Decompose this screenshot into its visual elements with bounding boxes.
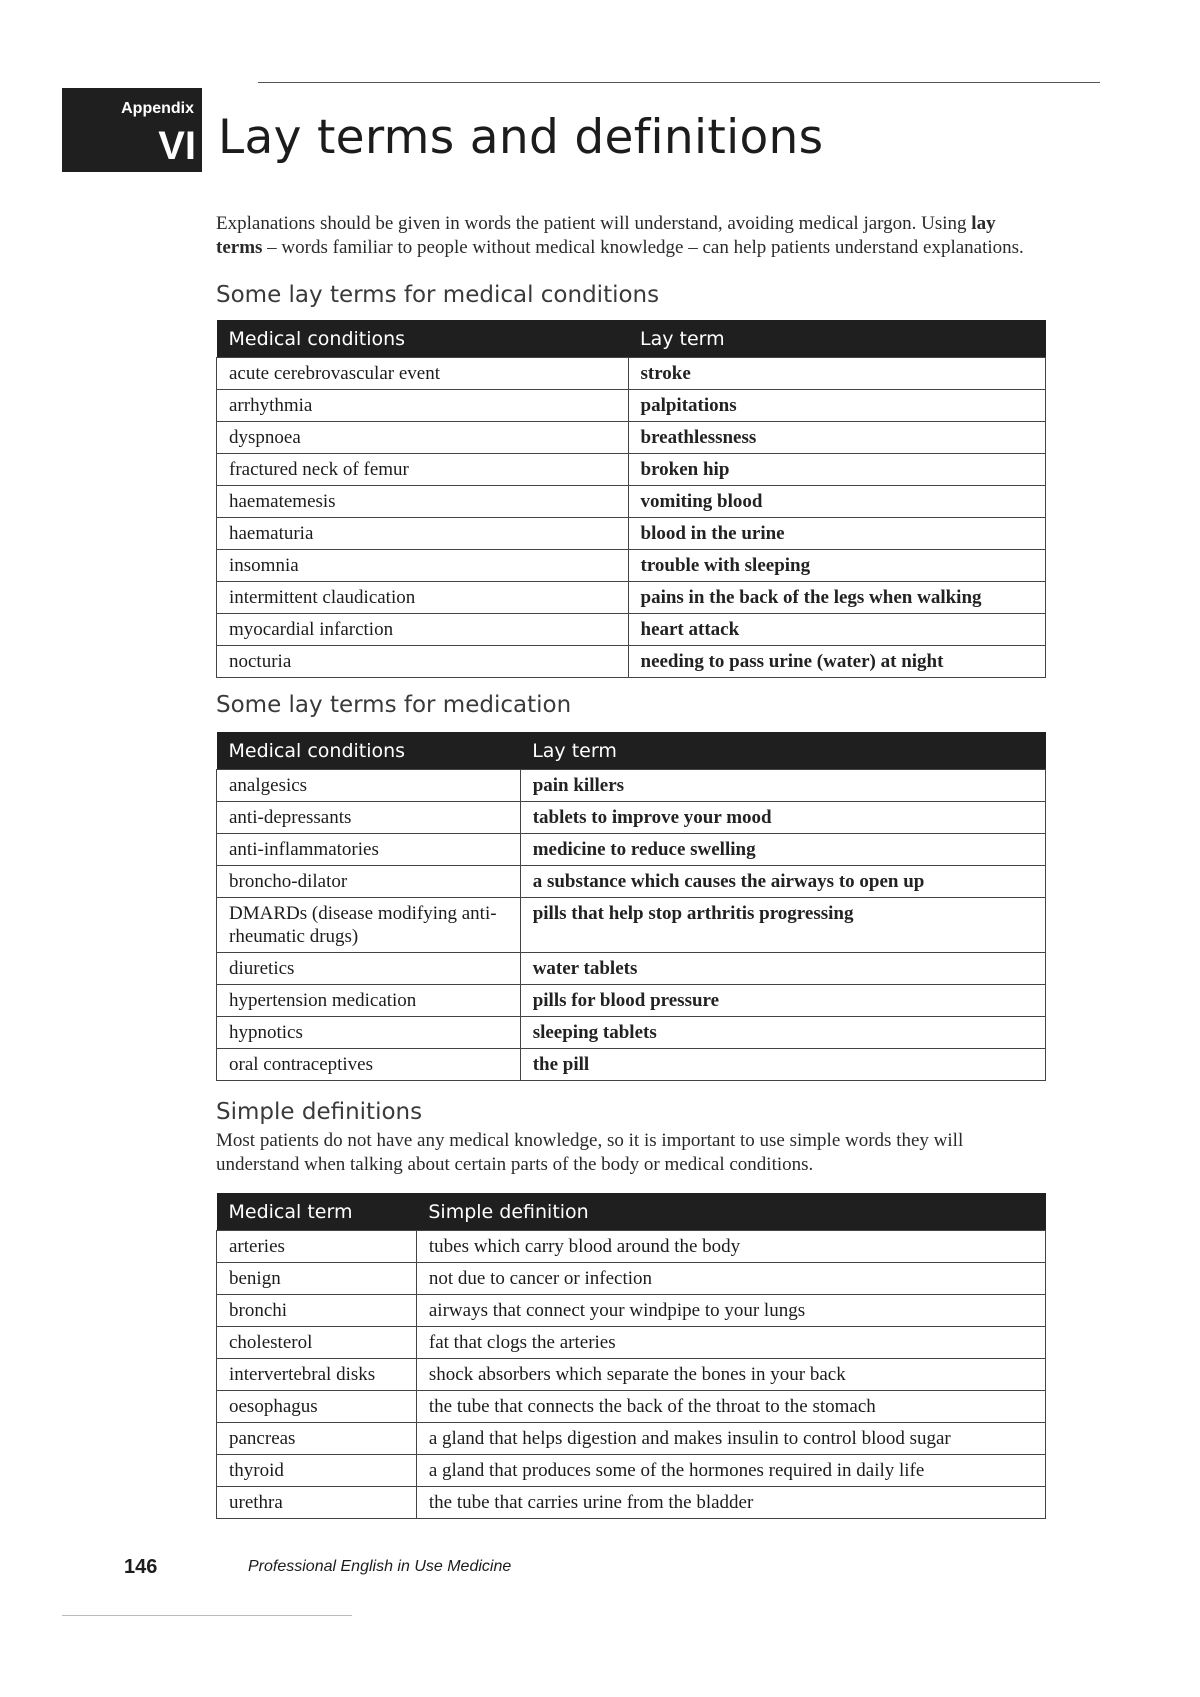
- section-heading-definitions: Simple definitions: [216, 1099, 423, 1125]
- bottom-rule: [62, 1615, 352, 1616]
- definitions-paragraph: Most patients do not have any medical knowledge, so it is important to use simple words they will understand when talking about certain parts of the body or medical conditions.: [216, 1130, 964, 1175]
- table-row: [217, 582, 1046, 614]
- appendix-badge: [62, 88, 202, 172]
- medication-col-header: Medical conditions: [217, 732, 521, 770]
- table-row: [217, 1231, 1046, 1263]
- term-cell: myocardial infarction: [217, 614, 629, 646]
- page-title: Lay terms and definitions: [218, 110, 824, 165]
- definition-cell: fat that clogs the arteries: [416, 1327, 1045, 1359]
- table-row: [217, 486, 1046, 518]
- table-row: [217, 614, 1046, 646]
- medication-table: [216, 732, 1046, 1081]
- definition-cell: stroke: [628, 358, 1046, 390]
- table-row: [217, 866, 1046, 898]
- term-cell: oesophagus: [217, 1391, 417, 1423]
- term-cell: nocturia: [217, 646, 629, 678]
- term-cell: intervertebral disks: [217, 1359, 417, 1391]
- table-row: [217, 1487, 1046, 1519]
- section-heading-conditions: Some lay terms for medical conditions: [216, 282, 660, 308]
- term-cell: broncho-dilator: [217, 866, 521, 898]
- definition-cell: tablets to improve your mood: [520, 802, 1045, 834]
- term-cell: fractured neck of femur: [217, 454, 629, 486]
- table-row: [217, 358, 1046, 390]
- definition-cell: the tube that connects the back of the throat to the stomach: [416, 1391, 1045, 1423]
- table-row: [217, 1263, 1046, 1295]
- table-row: [217, 390, 1046, 422]
- definition-cell: a gland that helps digestion and makes insulin to control blood sugar: [416, 1423, 1045, 1455]
- definition-cell: water tablets: [520, 953, 1045, 985]
- appendix-label: Appendix: [121, 100, 194, 117]
- definition-cell: broken hip: [628, 454, 1046, 486]
- definition-cell: not due to cancer or infection: [416, 1263, 1045, 1295]
- section-heading-medication: Some lay terms for medication: [216, 692, 572, 718]
- top-rule: [258, 82, 1100, 83]
- definition-cell: sleeping tablets: [520, 1017, 1045, 1049]
- table-row: [217, 770, 1046, 802]
- table-row: [217, 1423, 1046, 1455]
- definition-cell: the tube that carries urine from the bladder: [416, 1487, 1045, 1519]
- term-cell: benign: [217, 1263, 417, 1295]
- definition-cell: pills that help stop arthritis progressing: [520, 898, 1045, 953]
- table-row: [217, 1017, 1046, 1049]
- term-cell: hypertension medication: [217, 985, 521, 1017]
- table-row: [217, 646, 1046, 678]
- definition-cell: heart attack: [628, 614, 1046, 646]
- term-cell: acute cerebrovascular event: [217, 358, 629, 390]
- definition-cell: a substance which causes the airways to open up: [520, 866, 1045, 898]
- term-cell: intermittent claudication: [217, 582, 629, 614]
- definition-cell: trouble with sleeping: [628, 550, 1046, 582]
- table-row: [217, 1391, 1046, 1423]
- medication-table-body: [217, 770, 1046, 1081]
- term-cell: haematemesis: [217, 486, 629, 518]
- term-cell: dyspnoea: [217, 422, 629, 454]
- definition-cell: blood in the urine: [628, 518, 1046, 550]
- definition-cell: palpitations: [628, 390, 1046, 422]
- term-cell: arteries: [217, 1231, 417, 1263]
- conditions-table-body: [217, 358, 1046, 678]
- term-cell: cholesterol: [217, 1327, 417, 1359]
- simple-definition-col-header: Simple definition: [416, 1193, 1045, 1231]
- table-row: [217, 422, 1046, 454]
- definition-cell: airways that connect your windpipe to your lungs: [416, 1295, 1045, 1327]
- table-row: [217, 1455, 1046, 1487]
- definition-cell: medicine to reduce swelling: [520, 834, 1045, 866]
- definition-cell: pain killers: [520, 770, 1045, 802]
- term-cell: thyroid: [217, 1455, 417, 1487]
- term-cell: insomnia: [217, 550, 629, 582]
- term-cell: bronchi: [217, 1295, 417, 1327]
- definition-cell: breathlessness: [628, 422, 1046, 454]
- definition-cell: shock absorbers which separate the bones in your back: [416, 1359, 1045, 1391]
- intro-paragraph: [216, 212, 1046, 260]
- definition-cell: the pill: [520, 1049, 1045, 1081]
- term-cell: anti-inflammatories: [217, 834, 521, 866]
- term-cell: analgesics: [217, 770, 521, 802]
- definition-cell: tubes which carry blood around the body: [416, 1231, 1045, 1263]
- table-row: [217, 1295, 1046, 1327]
- term-cell: pancreas: [217, 1423, 417, 1455]
- table-row: [217, 953, 1046, 985]
- term-cell: urethra: [217, 1487, 417, 1519]
- page-number: 146: [124, 1556, 158, 1578]
- definition-cell: pains in the back of the legs when walking: [628, 582, 1046, 614]
- table-row: [217, 834, 1046, 866]
- book-title: Professional English in Use Medicine: [248, 1558, 512, 1575]
- intro-text-end: – words familiar to people without medical knowledge – can help patients understand explanations.: [262, 237, 1024, 258]
- term-cell: diuretics: [217, 953, 521, 985]
- definition-cell: a gland that produces some of the hormones required in daily life: [416, 1455, 1045, 1487]
- appendix-number: VI: [158, 124, 196, 168]
- term-cell: anti-depressants: [217, 802, 521, 834]
- table-row: [217, 1359, 1046, 1391]
- table-row: [217, 518, 1046, 550]
- definition-cell: vomiting blood: [628, 486, 1046, 518]
- table-row: [217, 1327, 1046, 1359]
- table-row: [217, 985, 1046, 1017]
- term-cell: oral contraceptives: [217, 1049, 521, 1081]
- definitions-table: [216, 1193, 1046, 1519]
- table-row: [217, 898, 1046, 953]
- medical-term-col-header: Medical term: [217, 1193, 417, 1231]
- medication-lay-term-col-header: Lay term: [520, 732, 1045, 770]
- table-row: [217, 1049, 1046, 1081]
- table-row: [217, 454, 1046, 486]
- term-cell: haematuria: [217, 518, 629, 550]
- table-row: [217, 550, 1046, 582]
- term-cell: arrhythmia: [217, 390, 629, 422]
- definitions-table-body: [217, 1231, 1046, 1519]
- conditions-col-header: Medical conditions: [217, 320, 629, 358]
- intro-text-start: Explanations should be given in words the patient will understand, avoiding medical jargon. Using: [216, 213, 972, 234]
- intro-bold-term: lay terms: [216, 213, 996, 258]
- definition-cell: pills for blood pressure: [520, 985, 1045, 1017]
- definition-cell: needing to pass urine (water) at night: [628, 646, 1046, 678]
- content: [216, 212, 1046, 1519]
- table-row: [217, 802, 1046, 834]
- lay-term-col-header: Lay term: [628, 320, 1046, 358]
- conditions-table: [216, 320, 1046, 678]
- term-cell: DMARDs (disease modifying anti-rheumatic drugs): [217, 898, 521, 953]
- term-cell: hypnotics: [217, 1017, 521, 1049]
